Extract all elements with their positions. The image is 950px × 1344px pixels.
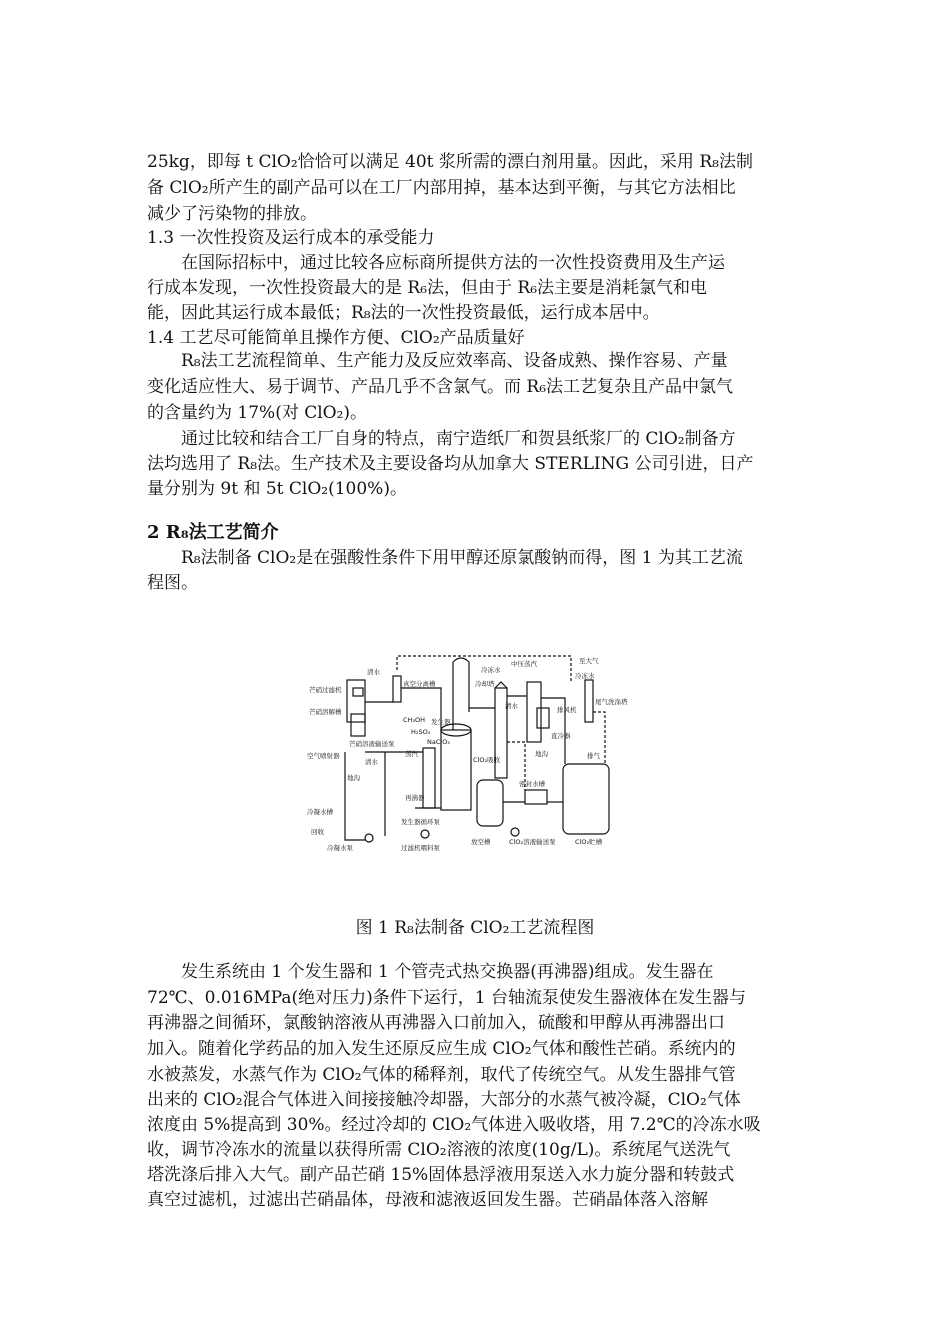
label-naclo3: NaClO₃ (427, 738, 450, 746)
label-chilled-water-2: 冷冻水 (575, 672, 595, 680)
body-line-2: 72℃、0.016MPa(绝对压力)条件下运行，1 台轴流泵使发生器液体在发生器与 (147, 988, 747, 1008)
figure-caption: 图 1 R₈法制备 ClO₂工艺流程图 (355, 918, 595, 938)
label-h2so4: H₂SO₄ (411, 728, 431, 736)
section-1-4-line-4: 通过比较和结合工厂自身的特点，南宁造纸厂和贺县纸浆厂的 ClO₂制备方 (181, 429, 736, 449)
section-1-4-title: 1.4 工艺尽可能简单且操作方便、ClO₂产品质量好 (147, 328, 525, 348)
body-line-10: 真空过滤机，过滤出芒硝晶体，母液和滤液返回发生器。芒硝晶体落入溶解 (147, 1190, 708, 1210)
label-mid-pressure-steam: 中压蒸汽 (511, 660, 537, 668)
body-line-1: 发生系统由 1 个发生器和 1 个管壳式热交换器(再沸器)组成。发生器在 (181, 962, 714, 982)
section-1-4-line-2: 变化适应性大、易于调节、产品几乎不含氯气。而 R₆法工艺复杂且产品中氯气 (147, 377, 734, 397)
label-glauber-dissolve: 芒硝溶解槽 (309, 708, 342, 716)
label-exhaust: 排气 (587, 752, 600, 760)
label-clear-water-top: 清水 (367, 668, 380, 676)
section-2-line-2: 程图。 (147, 573, 198, 593)
label-direct-cooler: 直冷器 (551, 732, 571, 740)
section-1-3-title: 1.3 一次性投资及运行成本的承受能力 (147, 228, 435, 248)
label-dump-tank: 放空槽 (471, 838, 491, 846)
section-1-3-line-2: 行成本发现，一次性投资最大的是 R₆法，但由于 R₆法主要是消耗氯气和电 (147, 278, 708, 298)
body-line-9: 塔洗涤后排入大气。副产品芒硝 15%固体悬浮液用泵送入水力旋分器和转鼓式 (147, 1165, 735, 1185)
body-line-8: 收，调节冷冻水的流量以获得所需 ClO₂溶液的浓度(10g/L)。系统尾气送洗气 (147, 1140, 731, 1160)
label-clear-water-low: 清水 (365, 758, 378, 766)
section-2-title: 2 R₈法工艺简介 (147, 522, 279, 543)
section-1-3-line-1: 在国际招标中，通过比较各应标商所提供方法的一次性投资费用及生产运 (181, 253, 725, 273)
label-air-ejector: 空气喷射器 (307, 752, 340, 760)
label-seal-water-tank: 密封水槽 (519, 780, 545, 788)
label-filter-feed-pump: 过滤机喂料泵 (401, 844, 440, 852)
body-line-6: 出来的 ClO₂混合气体进入间接接触冷却器，大部分的水蒸气被冷凝，ClO₂气体 (147, 1090, 741, 1110)
body-line-7: 浓度由 5%提高到 30%。经过冷却的 ClO₂气体进入吸收塔，用 7.2℃的冷冻水吸 (147, 1115, 761, 1135)
section-2-line-1: R₈法制备 ClO₂是在强酸性条件下用甲醇还原氯酸钠而得，图 1 为其工艺流 (181, 548, 743, 568)
label-to-atmosphere: 至大气 (579, 657, 599, 665)
body-line-4: 加入。随着化学药品的加入发生还原反应生成 ClO₂气体和酸性芒硝。系统内的 (147, 1039, 736, 1059)
section-1-4-line-3: 的含量约为 17%(对 ClO₂)。 (147, 403, 368, 423)
label-cooler-tower: 冷却塔 (475, 680, 495, 688)
label-trench: 地沟 (347, 774, 360, 782)
label-trench-2: 地沟 (535, 750, 548, 758)
label-ch3oh: CH₃OH (403, 716, 426, 724)
label-gen-circ-pump: 发生器循环泵 (401, 818, 440, 826)
label-tail-gas: 尾气洗涤塔 (595, 698, 628, 706)
section-1-4-line-1: R₈法工艺流程简单、生产能力及反应效率高、设备成熟、操作容易、产量 (181, 351, 728, 371)
body-line-5: 水被蒸发，水蒸气作为 ClO₂气体的稀释剂，取代了传统空气。从发生器排气管 (147, 1065, 736, 1085)
label-cond-pump: 冷凝水泵 (327, 844, 353, 852)
label-chilled-water: 冷冻水 (481, 666, 501, 674)
label-vacuum-sep: 真空分离槽 (403, 680, 436, 688)
intro-line-2: 备 ClO₂所产生的副产品可以在工厂内部用掉，基本达到平衡，与其它方法相比 (147, 178, 736, 198)
label-glauber-filter: 芒硝过滤机 (309, 686, 342, 694)
label-clo2-storage: ClO₂贮槽 (575, 838, 603, 846)
label-glauber-slurry-pump: 芒硝溶液输送泵 (349, 740, 395, 748)
intro-line-3: 减少了污染物的排放。 (147, 204, 317, 224)
label-reboiler: 再沸器 (405, 794, 425, 802)
body-line-3: 再沸器之间循环，氯酸钠溶液从再沸器入口前加入，硫酸和甲醇从再沸器出口 (147, 1013, 725, 1033)
section-1-3-line-3: 能，因此其运行成本最低；R₈法的一次性投资最低，运行成本居中。 (147, 303, 660, 323)
section-1-4-line-6: 量分别为 9t 和 5t ClO₂(100%)。 (147, 479, 407, 499)
label-steam: 蒸汽 (405, 750, 418, 758)
intro-line-1: 25kg，即每 t ClO₂恰恰可以满足 40t 浆所需的漂白剂用量。因此，采用 R₈法制 (147, 152, 753, 172)
label-generator: 发生器 (431, 718, 451, 726)
section-1-4-line-5: 法均选用了 R₈法。生产技术及主要设备均从加拿大 STERLING 公司引进，日产 (147, 454, 754, 474)
label-exhaust-fan: 排风机 (557, 706, 577, 714)
label-cold-water-tank: 冷凝水槽 (307, 808, 333, 816)
label-drain: 回收 (311, 828, 324, 836)
label-clo2-pump: ClO₂溶液输送泵 (509, 838, 556, 846)
label-clo2-absorb: ClO₂吸收 (473, 756, 501, 764)
label-clear-water-mid: 清水 (505, 702, 518, 710)
process-flow-diagram (305, 652, 628, 858)
